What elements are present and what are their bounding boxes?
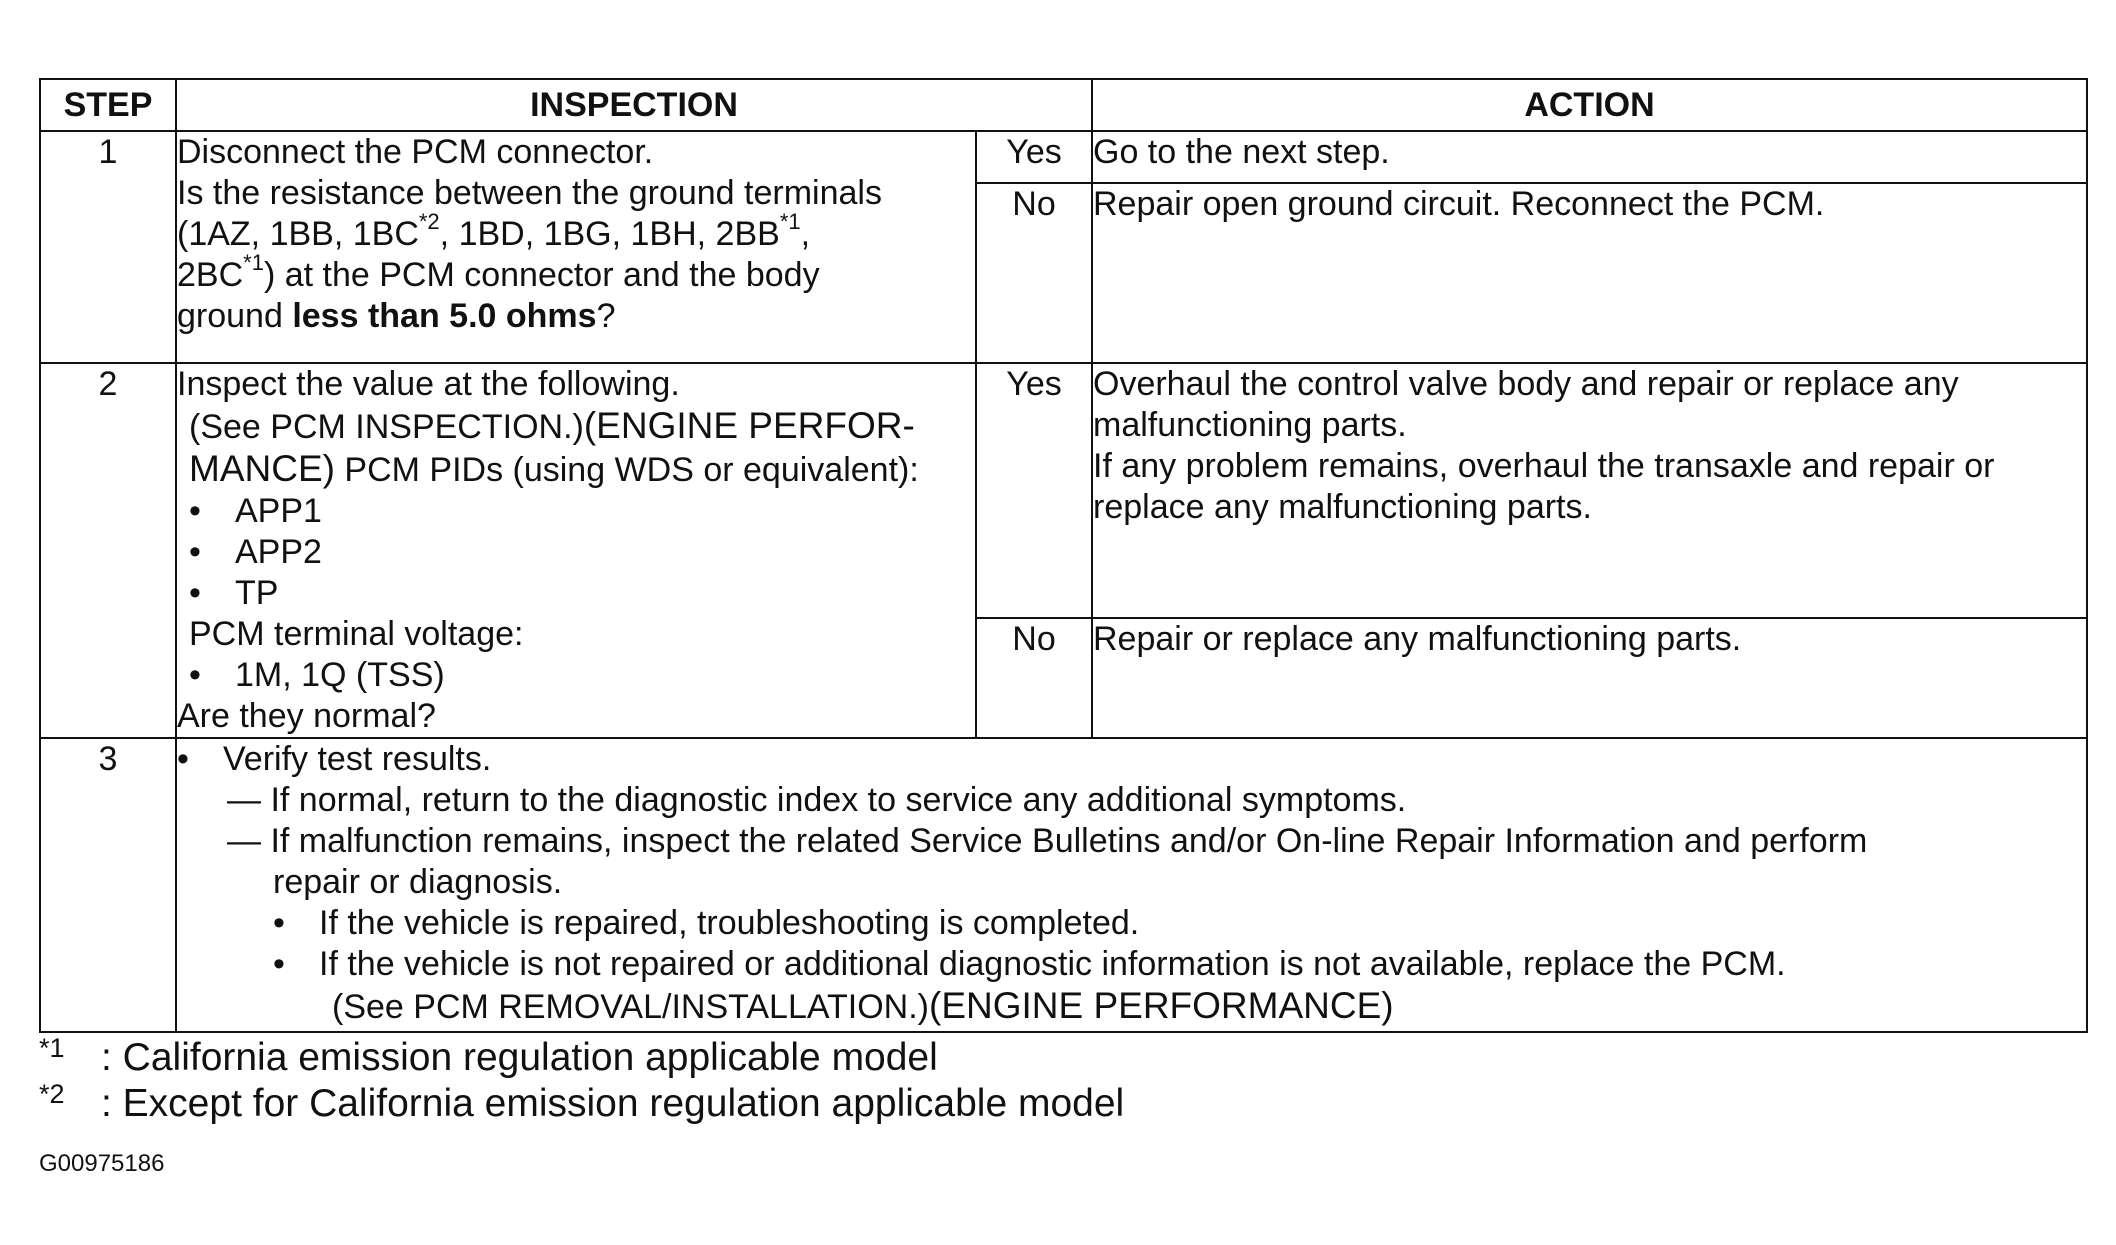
step3-number: 3 [40, 738, 176, 1032]
step2-ref-line2: MANCE) PCM PIDs (using WDS or equivalent): [189, 448, 919, 489]
step1-line4: 2BC$^{*1}$) at the PCM connector and the body [177, 249, 820, 294]
footnotes [39, 1035, 1124, 1127]
step2-yes-label: Yes [976, 363, 1092, 618]
step2-no-label: No [976, 618, 1092, 738]
step1-number: 1 [40, 131, 176, 363]
footnote-2: *2 : Except for California emission regulation applicable model [39, 1079, 1125, 1125]
step2-voltage-item: • 1M, 1Q (TSS) [189, 656, 445, 694]
step1-line1: Disconnect the PCM connector. [177, 133, 654, 171]
header-inspection: INSPECTION [176, 79, 1092, 131]
step2-voltage-label: PCM terminal voltage: [189, 615, 524, 653]
step2-number: 2 [40, 363, 176, 738]
step3-line4: repair or diagnosis. [273, 863, 563, 901]
step1-line5: ground less than 5.0 ohms? [177, 297, 616, 335]
step2-row-yes [40, 363, 2087, 618]
step2-item: • APP1 [189, 492, 322, 530]
step3-line3: — If malfunction remains, inspect the related Service Bulletins and/or On-line Repair Information and perform [227, 822, 1868, 860]
step1-inspection [176, 131, 976, 363]
step2-line1: Inspect the value at the following. [177, 365, 680, 403]
step2-yes-action: Overhaul the control valve body and repair or replace any malfunctioning parts. If any problem remains, overhaul the transaxle and repair or replace any malfunctioning parts. [1092, 363, 2087, 618]
step1-line3: (1AZ, 1BB, 1BC$^{*2}$, 1BD, 1BG, 1BH, 2BB$^{*1}$, [177, 208, 811, 253]
step3-line6: • If the vehicle is not repaired or additional diagnostic information is not available, replace the PCM. [273, 945, 1786, 983]
step2-question: Are they normal? [177, 697, 436, 735]
step3-row [40, 738, 2087, 1032]
header-action: ACTION [1092, 79, 2087, 131]
step3-line1: • Verify test results. [177, 740, 492, 778]
step1-line2: Is the resistance between the ground terminals [177, 174, 882, 212]
figure-id: G00975186 [39, 1150, 165, 1177]
step1-no-label: No [976, 183, 1092, 363]
table-header-row [40, 79, 2087, 131]
step3-line5: • If the vehicle is repaired, troubleshooting is completed. [273, 904, 1140, 942]
step1-no-action: Repair open ground circuit. Reconnect the PCM. [1092, 183, 2087, 363]
step2-inspection [176, 363, 976, 738]
step2-item: • APP2 [189, 533, 322, 571]
step3-content [176, 738, 2087, 1032]
step3-line7: (See PCM REMOVAL/INSTALLATION.)(ENGINE PERFORMANCE) [332, 985, 1394, 1026]
diagnostic-table [39, 78, 2088, 1033]
step2-item: • TP [189, 574, 279, 612]
header-step: STEP [40, 79, 176, 131]
footnote-1: *1 : California emission regulation applicable model [39, 1033, 938, 1079]
step1-row-yes [40, 131, 2087, 183]
step1-yes-label: Yes [976, 131, 1092, 183]
step1-yes-action: Go to the next step. [1092, 131, 2087, 183]
step3-line2: — If normal, return to the diagnostic index to service any additional symptoms. [227, 781, 1407, 819]
step2-ref-line1: (See PCM INSPECTION.)(ENGINE PERFOR- [189, 405, 915, 446]
step2-no-action: Repair or replace any malfunctioning parts. [1092, 618, 2087, 738]
